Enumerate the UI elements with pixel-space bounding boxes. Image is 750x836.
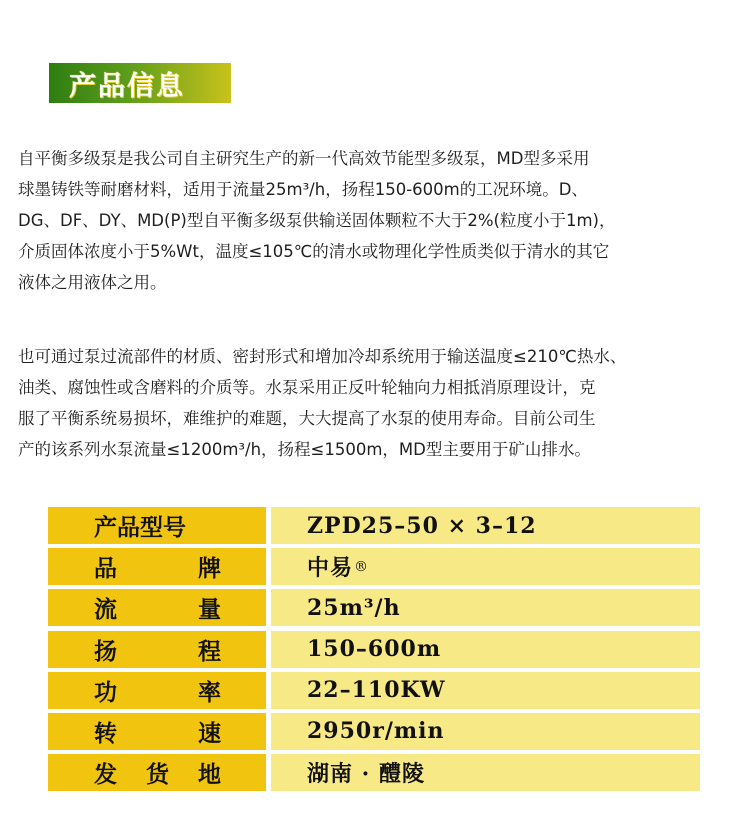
spec-value-head: 150–600m bbox=[271, 631, 700, 668]
spec-label-char: 牌 bbox=[198, 556, 221, 583]
paragraph-line: 球墨铸铁等耐磨材料，适用于流量25m³/h，扬程150-600m的工况环境。D、 bbox=[18, 180, 588, 199]
spec-label-char: 品 bbox=[94, 556, 117, 583]
spec-label-char: 速 bbox=[198, 720, 221, 747]
spec-row-model bbox=[48, 507, 700, 544]
spec-label-power bbox=[48, 672, 266, 709]
spec-label-head bbox=[48, 631, 266, 668]
spec-row-origin bbox=[48, 754, 700, 791]
spec-row-brand bbox=[48, 548, 700, 585]
section-heading: 产品信息 bbox=[69, 70, 185, 102]
spec-label-brand bbox=[48, 548, 266, 585]
paragraph-line: 服了平衡系统易损坏，难维护的难题，大大提高了水泵的使用寿命。目前公司生 bbox=[18, 409, 596, 428]
spec-row-power bbox=[48, 672, 700, 709]
spec-row-head bbox=[48, 631, 700, 668]
spec-table bbox=[48, 507, 700, 795]
spec-value-power: 22–110KW bbox=[271, 672, 700, 709]
spec-row-flow bbox=[48, 589, 700, 626]
paragraph-line: 液体之用液体之用。 bbox=[18, 273, 167, 292]
spec-label-char: 率 bbox=[198, 679, 221, 706]
section-heading-banner bbox=[49, 63, 231, 103]
paragraph-line: 自平衡多级泵是我公司自主研究生产的新一代高效节能型多级泵，MD型多采用 bbox=[18, 149, 590, 168]
spec-label-speed bbox=[48, 713, 266, 750]
spec-label-model: 产品型号 bbox=[48, 507, 266, 544]
paragraph-line: 也可通过泵过流部件的材质、密封形式和增加冷却系统用于输送温度≤210℃热水、 bbox=[18, 347, 627, 366]
spec-label-origin bbox=[48, 754, 266, 791]
spec-label-char: 功 bbox=[94, 679, 117, 706]
spec-label-char: 发 bbox=[94, 762, 117, 789]
paragraph-line: DG、DF、DY、MD(P)型自平衡多级泵供输送固体颗粒不大于2%(粒度小于1m)， bbox=[18, 211, 616, 230]
description-paragraph-2 bbox=[18, 341, 734, 465]
spec-value-flow: 25m³/h bbox=[271, 589, 700, 626]
spec-label-char: 量 bbox=[198, 597, 221, 624]
paragraph-line: 介质固体浓度小于5%Wt，温度≤105℃的清水或物理化学性质类似于清水的其它 bbox=[18, 242, 610, 261]
spec-value-brand bbox=[271, 548, 700, 585]
spec-label-char: 扬 bbox=[94, 638, 117, 665]
description-paragraph-1 bbox=[18, 143, 734, 298]
spec-label-char: 转 bbox=[94, 720, 117, 747]
spec-row-speed bbox=[48, 713, 700, 750]
registered-mark: ® bbox=[354, 558, 370, 575]
spec-value-speed: 2950r/min bbox=[271, 713, 700, 750]
spec-value-model: ZPD25–50 × 3–12 bbox=[271, 507, 700, 544]
spec-label-char: 地 bbox=[198, 762, 221, 789]
spec-label-char: 流 bbox=[94, 597, 117, 624]
spec-label-flow bbox=[48, 589, 266, 626]
brand-name: 中易 bbox=[307, 555, 354, 582]
spec-value-origin: 湖南 · 醴陵 bbox=[271, 754, 700, 791]
paragraph-line: 产的该系列水泵流量≤1200m³/h，扬程≤1500m，MD型主要用于矿山排水。 bbox=[18, 440, 591, 459]
spec-label-char: 程 bbox=[198, 638, 221, 665]
paragraph-line: 油类、腐蚀性或含磨料的介质等。水泵采用正反叶轮轴向力相抵消原理设计，克 bbox=[18, 378, 596, 397]
spec-label-char: 货 bbox=[146, 762, 169, 789]
